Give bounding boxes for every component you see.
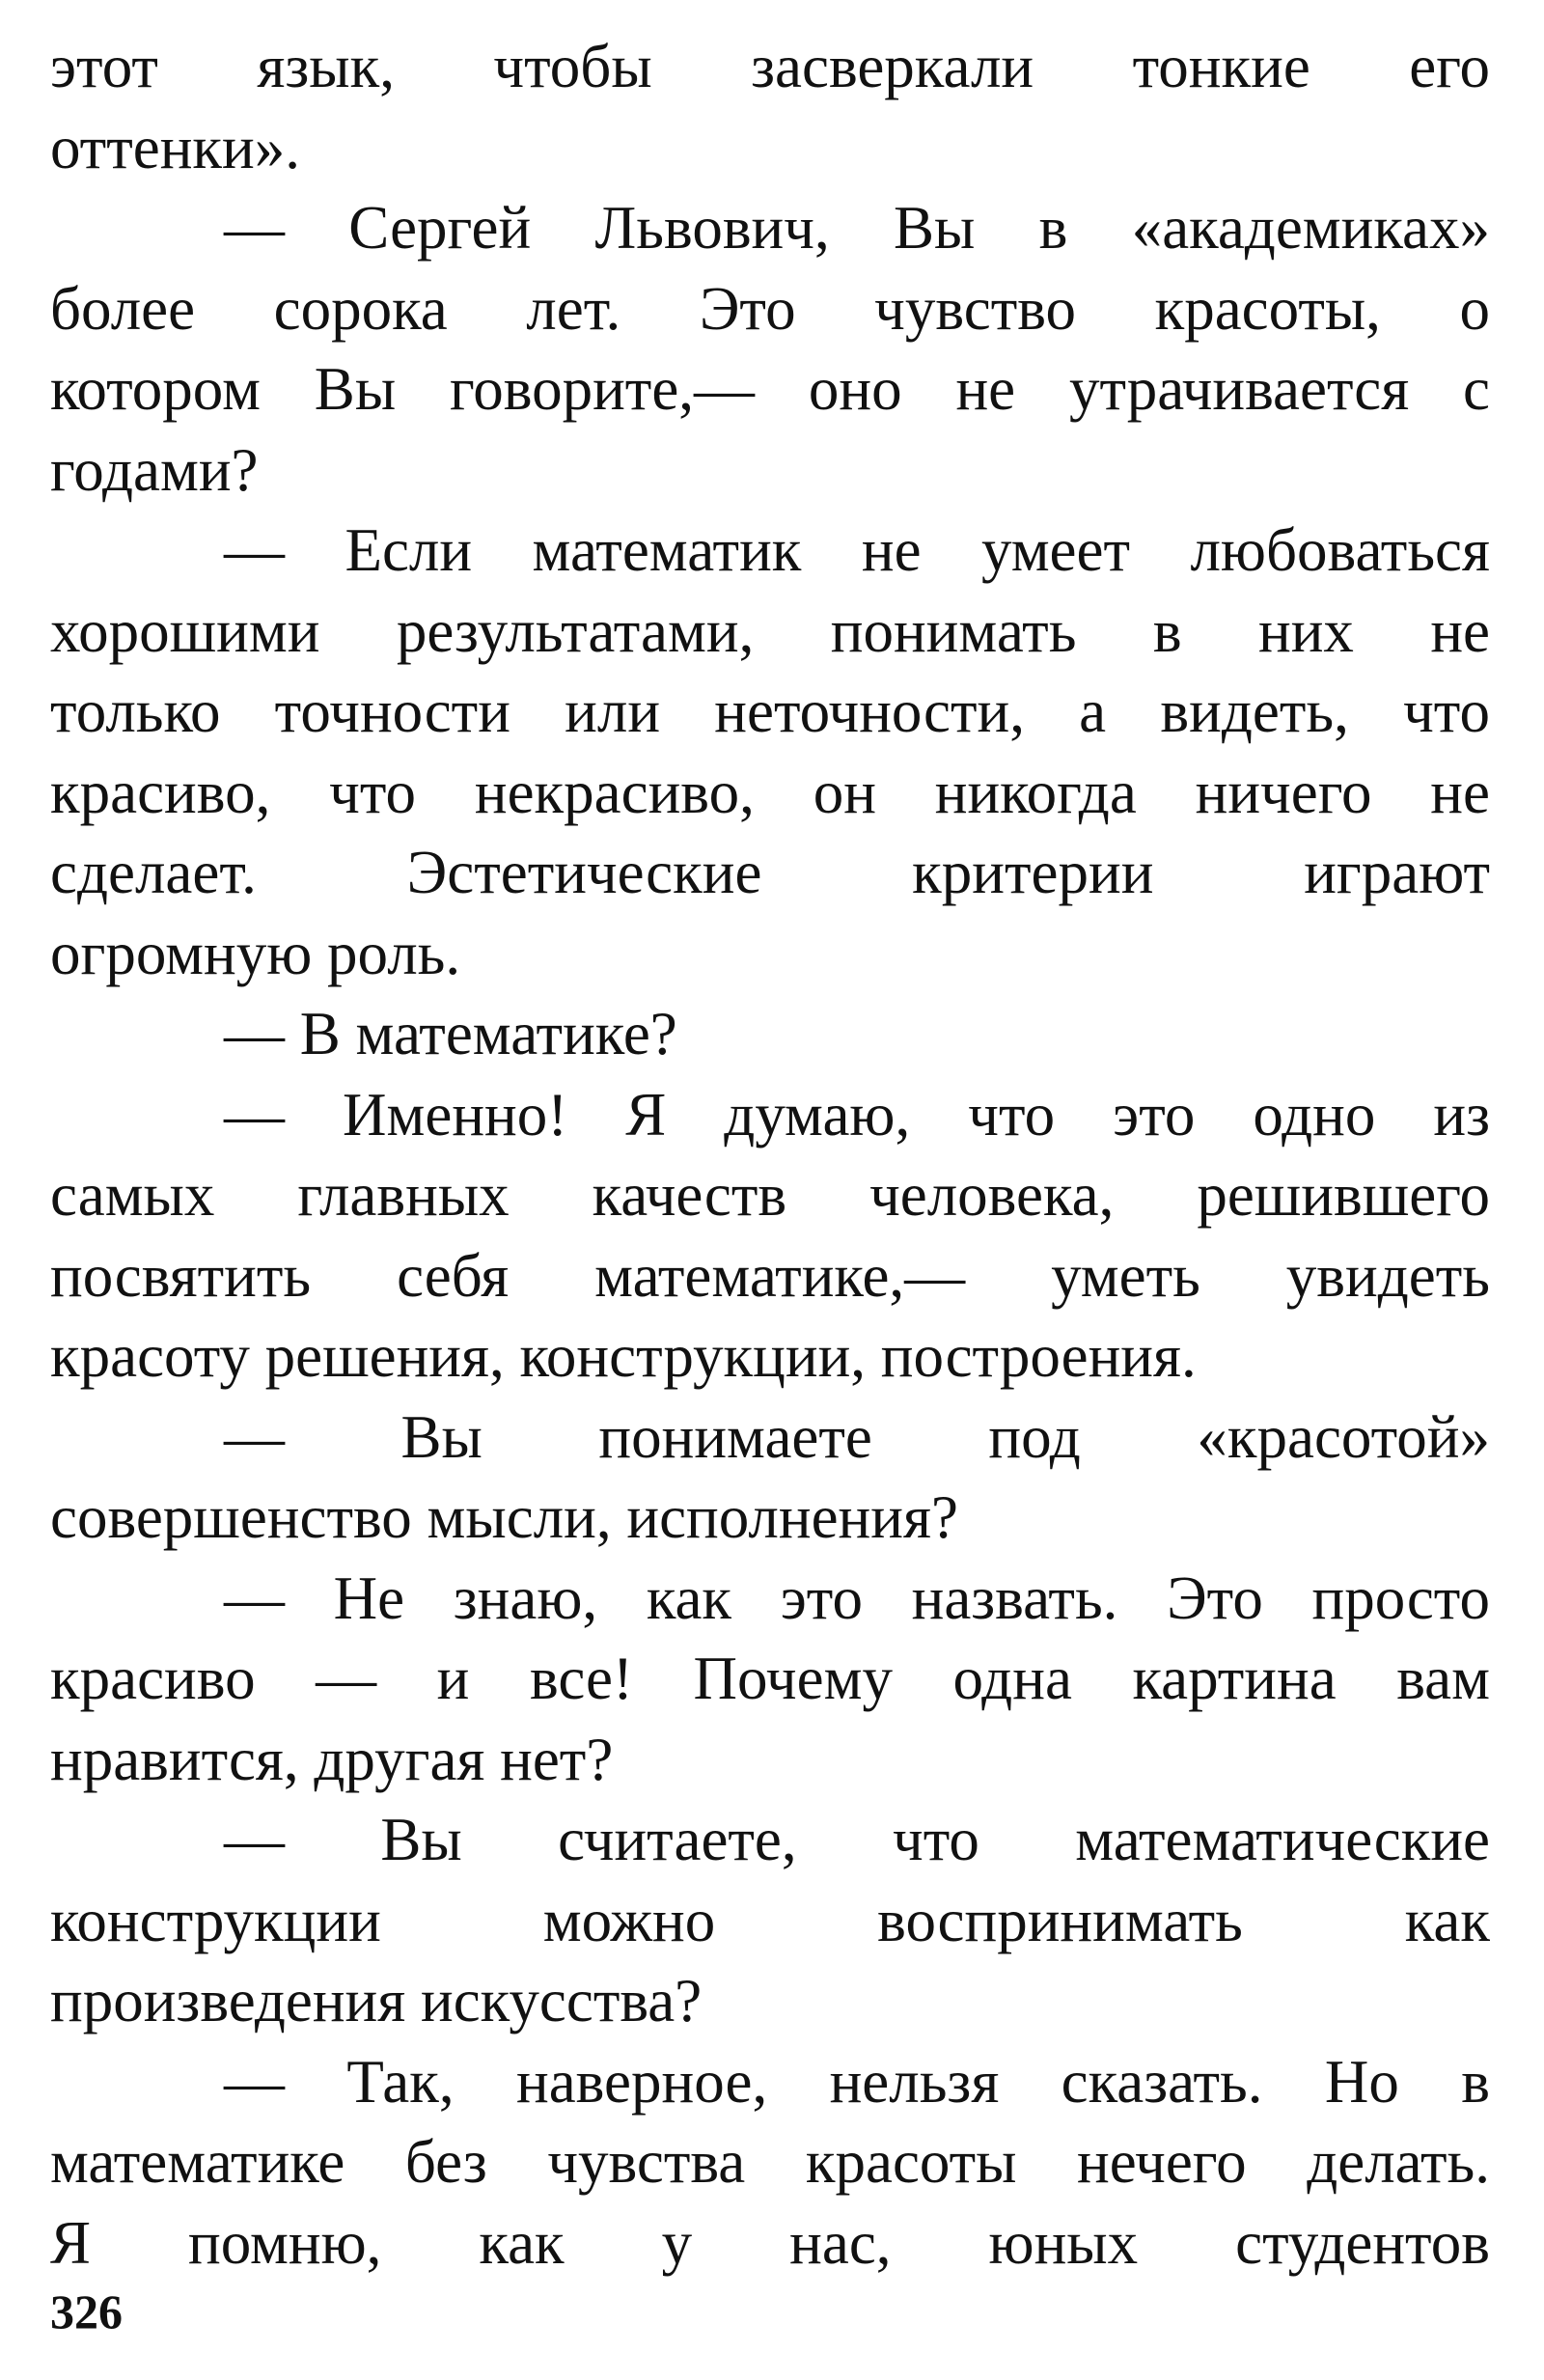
text-line: красиво, что некрасиво, он никогда ничего не	[50, 758, 1490, 826]
dialogue-line: — Вы понимаете под «красотой»	[224, 1402, 1490, 1471]
body-text	[50, 27, 1490, 2283]
page-number: 326	[50, 2284, 123, 2338]
text-line: нравится, другая нет?	[50, 1725, 614, 1793]
text-line: этот язык, чтобы засверкали тонкие его	[50, 33, 1490, 100]
text-line: годами?	[50, 435, 259, 504]
text-line: красоту решения, конструкции, построения.	[50, 1322, 1197, 1390]
text-line: произведения искусства?	[50, 1967, 703, 2034]
text-line: посвятить себя математике,— уметь увидеть	[50, 1241, 1490, 1310]
text-line: самых главных качеств человека, решившего	[50, 1161, 1490, 1229]
text-line: более сорока лет. Это чувство красоты, о	[50, 274, 1490, 343]
text-line: хорошими результатами, понимать в них не	[50, 596, 1490, 665]
text-line: оттенки».	[50, 113, 300, 181]
dialogue-line: — Не знаю, как это назвать. Это просто	[224, 1564, 1490, 1632]
dialogue-line: — Сергей Львович, Вы в «академиках»	[224, 194, 1490, 262]
dialogue-line: — Если математик не умеет любоваться	[224, 516, 1490, 584]
text-line: только точности или неточности, а видеть, что	[50, 678, 1490, 745]
text-line: математике без чувства красоты нечего делать.	[50, 2128, 1490, 2196]
dialogue-line: — Так, наверное, нельзя сказать. Но в	[224, 2047, 1490, 2116]
text-line: Я помню, как у нас, юных студентов	[50, 2208, 1490, 2277]
text-line: совершенство мысли, исполнения?	[50, 1483, 958, 1551]
text-line: сделает. Эстетические критерии играют	[50, 839, 1490, 906]
text-line: красиво — и все! Почему одна картина вам	[50, 1645, 1490, 1712]
text-line: огромную роль.	[50, 919, 461, 987]
dialogue-line: — В математике?	[224, 1000, 677, 1067]
text-line: котором Вы говорите,— оно не утрачивается с	[50, 355, 1490, 423]
text-line: конструкции можно воспринимать как	[50, 1886, 1490, 1954]
dialogue-line: — Вы считаете, что математические	[224, 1806, 1490, 1873]
dialogue-line: — Именно! Я думаю, что это одно из	[224, 1080, 1490, 1148]
